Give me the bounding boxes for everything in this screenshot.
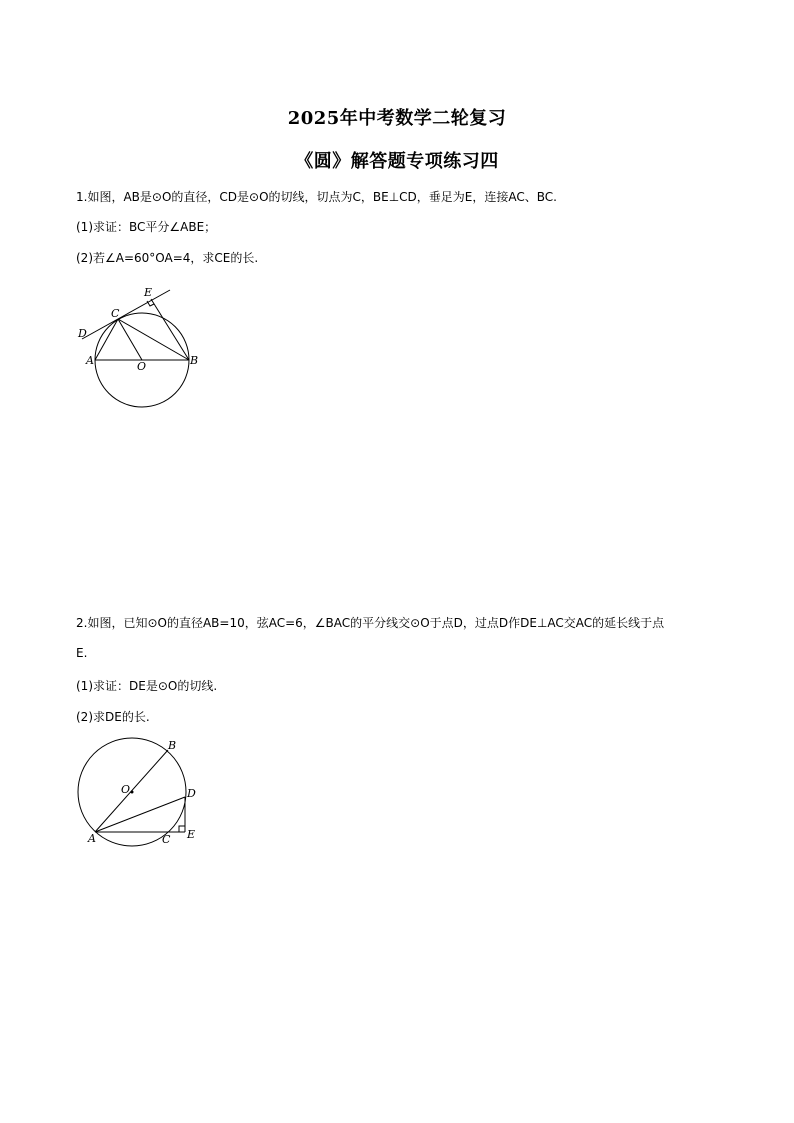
chord-ad bbox=[95, 797, 185, 832]
problem-1-part-1: (1)求证：BC平分∠ABE； bbox=[76, 220, 217, 234]
problem-1-stem: 1.如图，AB是⊙O的直径，CD是⊙O的切线，切点为C，BE⊥CD，垂足为E，连接AC、BC. bbox=[76, 190, 557, 204]
label-o: O bbox=[137, 360, 147, 373]
right-angle-mark-e-2 bbox=[179, 826, 185, 832]
label-a-2: A bbox=[88, 832, 96, 845]
label-c-2: C bbox=[162, 833, 171, 846]
problem-2-part-1: (1)求证：DE是⊙O的切线. bbox=[76, 679, 218, 693]
center-dot-o bbox=[131, 791, 134, 794]
page-title: 2025年中考数学二轮复习 bbox=[287, 108, 507, 129]
problem-2-part-2: (2)求DE的长. bbox=[76, 710, 150, 724]
page-subtitle: 《圆》解答题专项练习四 bbox=[295, 151, 499, 172]
label-c: C bbox=[111, 307, 120, 320]
problem-2-stem-line-1: 2.如图，已知⊙O的直径AB=10，弦AC=6，∠BAC的平分线交⊙O于点D，过点D作DE⊥AC交AC的延长线于点 bbox=[76, 616, 665, 630]
label-d: D bbox=[78, 327, 87, 340]
label-d-2: D bbox=[187, 787, 196, 800]
label-b: B bbox=[190, 354, 199, 367]
label-e-2: E bbox=[187, 828, 196, 841]
label-b-2: B bbox=[168, 739, 177, 752]
label-o-2: O bbox=[121, 783, 131, 796]
label-e: E bbox=[144, 286, 153, 299]
label-a: A bbox=[86, 354, 94, 367]
problem-2-stem-line-2: E. bbox=[76, 646, 88, 660]
problem-1-part-2: (2)若∠A=60°OA=4，求CE的长. bbox=[76, 251, 259, 265]
